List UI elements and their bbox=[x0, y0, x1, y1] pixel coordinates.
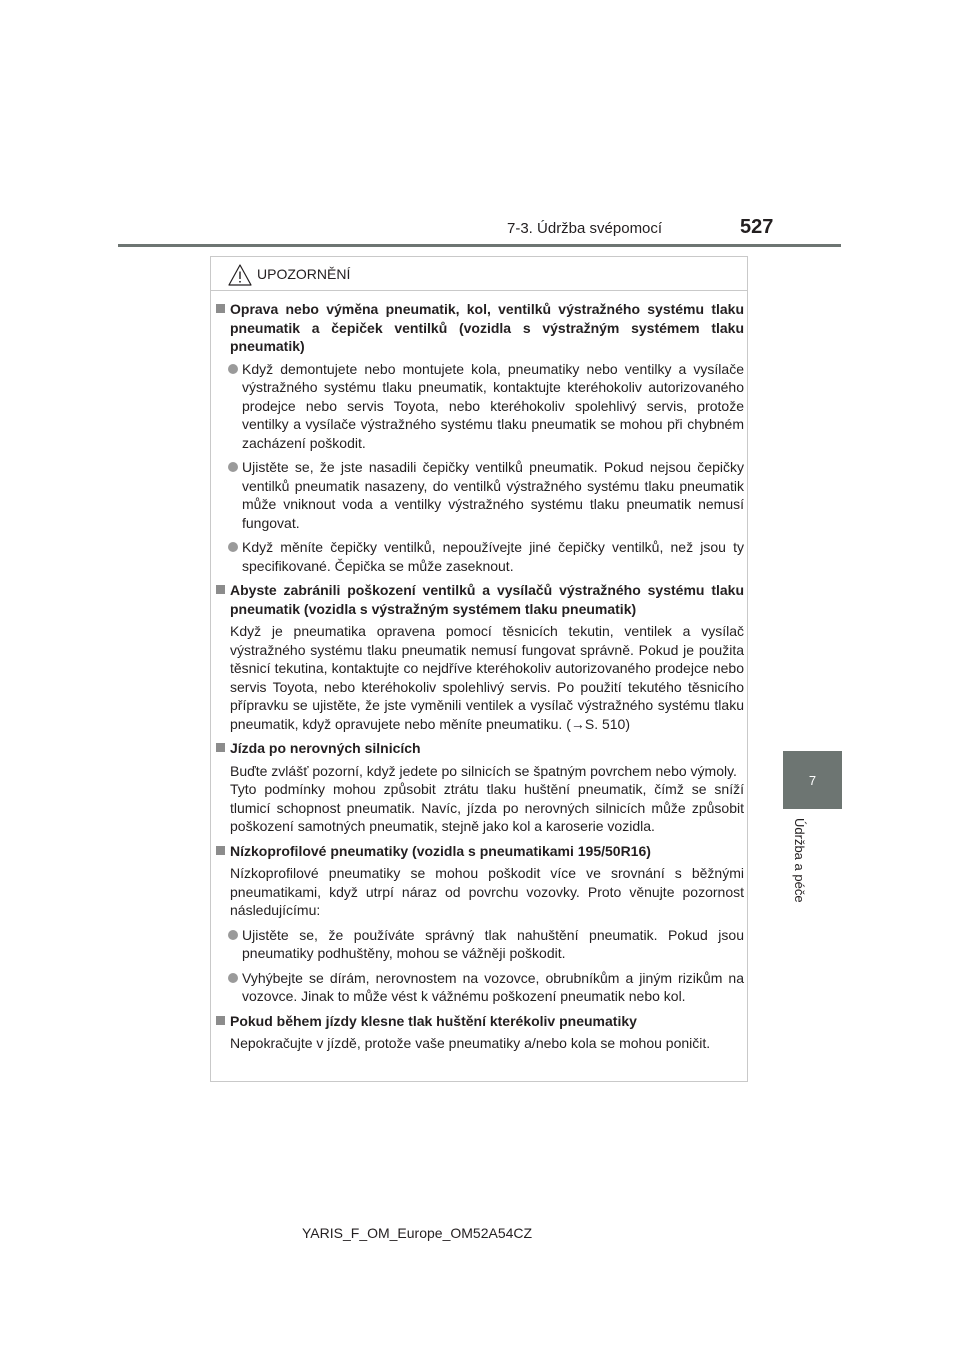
square-bullet-icon bbox=[216, 304, 225, 313]
chapter-tab[interactable] bbox=[783, 751, 842, 809]
warning-title: UPOZORNĚNÍ bbox=[257, 266, 351, 282]
list-item: Když měníte čepičky ventilků, nepoužívejte jiné čepičky ventilků, než jsou ty specifikované. Čepička se může zaseknout. bbox=[216, 538, 744, 575]
chapter-number: 7 bbox=[808, 772, 817, 788]
round-bullet-icon bbox=[228, 542, 238, 552]
list-item: Ujistěte se, že používáte správný tlak nahuštění pneumatik. Pokud jsou pneumatiky podhuštěny, mohou se vážněji poškodit. bbox=[216, 926, 744, 963]
page-number: 527 bbox=[740, 216, 774, 238]
round-bullet-icon bbox=[228, 930, 238, 940]
list-item: Vyhýbejte se dírám, nerovnostem na vozovce, obrubníkům a jiným rizikům na vozovce. Jinak to může vést k vážnému poškození pneumatik nebo kol. bbox=[216, 969, 744, 1006]
paragraph: Nepokračujte v jízdě, protože vaše pneumatiky a/nebo kola se mohou poničit. bbox=[230, 1035, 711, 1051]
header-divider bbox=[118, 244, 841, 247]
list-item: Když demontujete nebo montujete kola, pneumatiky nebo ventilky a vysílače výstražného systému tlaku pneumatik, kontaktujte kteréhokoliv autorizovaného prodejce nebo servis Toyota, nebo kteréhokoliv spolehlivý servis, protože ventilky a vysílače výstražného systému tlaku pneumatik se mohou při chybném zacházení poškodit. bbox=[216, 360, 744, 453]
document-code: YARIS_F_OM_Europe_OM52A54CZ bbox=[302, 1225, 533, 1241]
warning-header bbox=[211, 257, 747, 291]
paragraph: Tyto podmínky mohou způsobit ztrátu tlaku huštění pneumatik, čímž se sníží tlumicí schopnost pneumatik. Navíc, jízda po nerovných silnicích může způsobit poškození samotných pneumatik, stejně jako kol a karoserie vozidla. bbox=[230, 781, 744, 834]
warning-body bbox=[216, 300, 744, 1059]
paragraph: Když je pneumatika opravena pomocí těsnicích tekutin, ventilek a vysílač výstražného systému tlaku pneumatik nemusí fungovat správně. Pokud je použita těsnicí tekutina, kontaktujte co nejdříve kteréhokoliv autorizovaného prodejce nebo servis Toyota, nebo kteréhokoliv spolehlivý servis. Po použití tekutého těsnicího přípravku se ujistěte, že jste vyměnili ventilek a vysílač výstražného systému tlaku pneumatik, když opravujete nebo měníte pneumatiku. (→S. 510) bbox=[230, 623, 744, 732]
round-bullet-icon bbox=[228, 462, 238, 472]
section-title: 7-3. Údržba svépomocí bbox=[507, 220, 663, 237]
square-bullet-icon bbox=[216, 585, 225, 594]
paragraph: Nízkoprofilové pneumatiky se mohou poškodit více ve srovnání s běžnými pneumatikami, když utrpí náraz od povrchu vozovky. Proto věnujte pozornost následujícímu: bbox=[230, 865, 744, 918]
square-bullet-icon bbox=[216, 1016, 225, 1025]
section-heading: Abyste zabránili poškození ventilků a vysílačů výstražného systému tlaku pneumatik (vozidla s výstražným systémem tlaku pneumatik) bbox=[216, 581, 744, 618]
round-bullet-icon bbox=[228, 973, 238, 983]
square-bullet-icon bbox=[216, 846, 225, 855]
chapter-label: Údržba a péče bbox=[792, 818, 807, 903]
section-heading: Jízda po nerovných silnicích bbox=[216, 739, 744, 758]
warning-triangle-icon bbox=[227, 263, 253, 287]
section-heading: Oprava nebo výměna pneumatik, kol, ventilků výstražného systému tlaku pneumatik a čepiček ventilků (vozidla s výstražným systémem tlaku pneumatik) bbox=[216, 300, 744, 356]
paragraph: Buďte zvlášť pozorní, když jedete po silnicích se špatným povrchem nebo výmoly. bbox=[230, 762, 737, 779]
round-bullet-icon bbox=[228, 364, 238, 374]
square-bullet-icon bbox=[216, 743, 225, 752]
list-item: Ujistěte se, že jste nasadili čepičky ventilků pneumatik. Pokud nejsou čepičky ventilků pneumatik nasazeny, do ventilků výstražného systému tlaku pneumatik může vniknout voda a ventilky výstražného systému tlaku pneumatik nemusí fungovat. bbox=[216, 458, 744, 532]
section-heading: Nízkoprofilové pneumatiky (vozidla s pneumatikami 195/50R16) bbox=[216, 842, 744, 861]
warning-box bbox=[210, 256, 748, 1082]
section-heading: Pokud během jízdy klesne tlak huštění kterékoliv pneumatiky bbox=[216, 1012, 744, 1031]
